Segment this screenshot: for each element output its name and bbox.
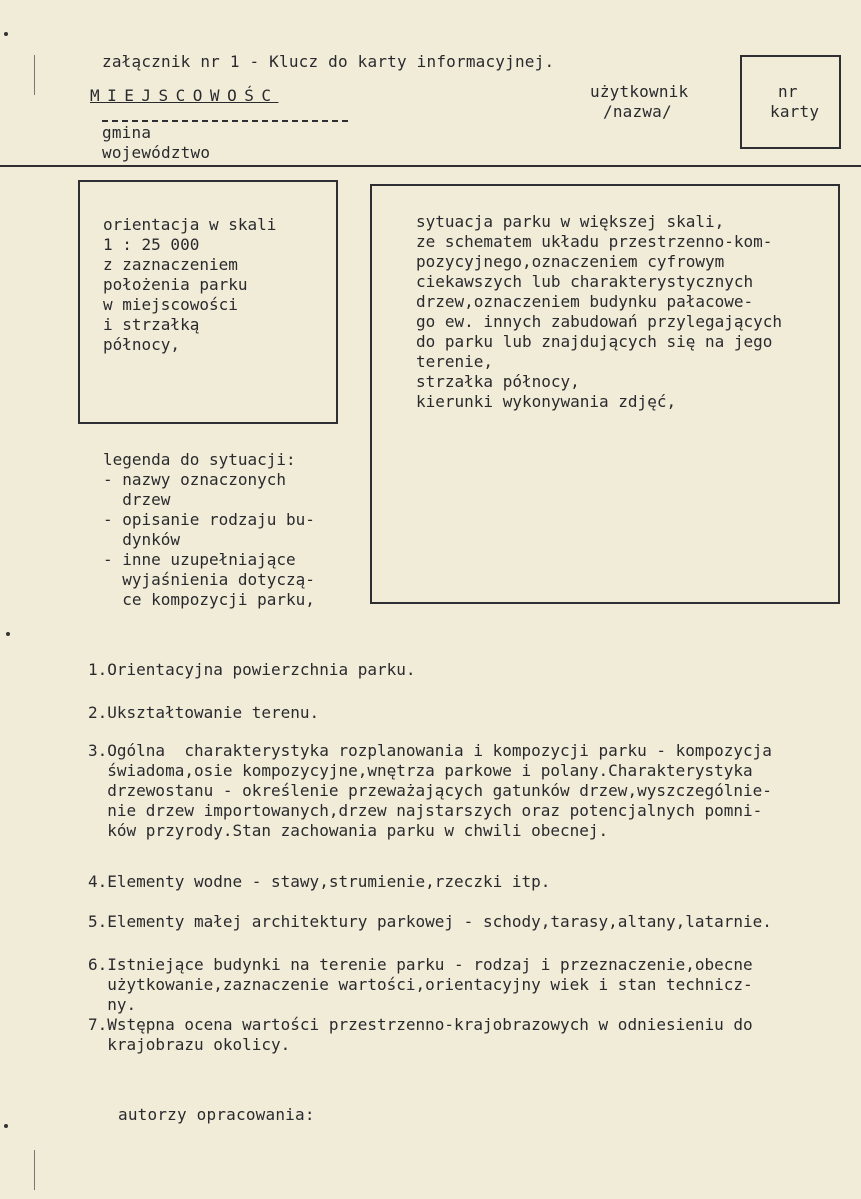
park-situation-text	[416, 212, 782, 412]
item-line: 2.Ukształtowanie terenu.	[88, 703, 320, 722]
authors-label: autorzy opracowania:	[118, 1105, 315, 1124]
item-line: krajobrazu okolicy.	[88, 1035, 291, 1054]
item-line: nie drzew importowanych,drzew najstarszych oraz potencjalnych pomni-	[88, 801, 763, 820]
item-line: 4.Elementy wodne - stawy,strumienie,rzeczki itp.	[88, 872, 551, 891]
situation-line: terenie,	[416, 352, 494, 371]
item-1	[88, 660, 416, 680]
situation-line: ciekawszych lub charakterystycznych	[416, 272, 754, 291]
place-label: MIEJSCOWOŚC	[90, 86, 279, 105]
item-line: drzewostanu - określenie przeważających gatunków drzew,wyszczególnie-	[88, 781, 772, 800]
legend-line: drzew	[103, 490, 171, 509]
situation-line: go ew. innych zabudowań przylegających	[416, 312, 783, 331]
item-4	[88, 872, 550, 892]
item-5	[88, 912, 772, 932]
legend-title: legenda do sytuacji:	[103, 450, 296, 469]
situation-line: kierunki wykonywania zdjęć,	[416, 392, 677, 411]
legend-line: - nazwy oznaczonych	[103, 470, 287, 489]
item-6	[88, 955, 753, 1015]
item-line: 3.Ogólna charakterystyka rozplanowania i kompozycji parku - kompozycja	[88, 741, 772, 760]
item-7	[88, 1015, 753, 1055]
item-line: 5.Elementy małej architektury parkowej - schody,tarasy,altany,latarnie.	[88, 912, 772, 931]
item-line: 6.Istniejące budynki na terenie parku - rodzaj i przeznaczenie,obecne	[88, 955, 753, 974]
orientation-line: położenia parku	[103, 275, 248, 294]
scan-mark	[6, 632, 10, 636]
orientation-line: z zaznaczeniem	[103, 255, 238, 274]
scan-mark	[4, 1124, 8, 1128]
card-number-label: nr	[778, 82, 798, 101]
orientation-line: orientacja w skali	[103, 215, 277, 234]
item-line: ny.	[88, 995, 137, 1014]
header-divider	[0, 165, 861, 167]
situation-line: strzałka północy,	[416, 372, 580, 391]
legend-line: - opisanie rodzaju bu-	[103, 510, 315, 529]
item-line: 1.Orientacyjna powierzchnia parku.	[88, 660, 416, 679]
item-2	[88, 703, 319, 723]
legend-line: wyjaśnienia dotyczą-	[103, 570, 315, 589]
commune-label: gmina	[102, 123, 152, 142]
user-label: użytkownik	[590, 82, 689, 101]
orientation-map-text	[103, 215, 276, 355]
item-line: świadoma,osie kompozycyjne,wnętrza parkowe i polany.Charakterystyka	[88, 761, 753, 780]
situation-line: ze schematem układu przestrzenno-kom-	[416, 232, 773, 251]
card-number-label-2: karty	[770, 102, 820, 121]
legend-line: - inne uzupełniające	[103, 550, 296, 569]
scan-mark	[4, 32, 8, 36]
scan-edge-line	[34, 55, 35, 95]
place-dashed-line	[102, 120, 348, 122]
orientation-line: w miejscowości	[103, 295, 238, 314]
orientation-line: 1 : 25 000	[103, 235, 200, 254]
item-3	[88, 741, 772, 841]
user-name-label: /nazwa/	[603, 102, 672, 121]
legend-text	[103, 450, 315, 610]
situation-line: pozycyjnego,oznaczeniem cyfrowym	[416, 252, 725, 271]
orientation-line: i strzałką	[103, 315, 200, 334]
legend-line: dynków	[103, 530, 181, 549]
item-line: ków przyrody.Stan zachowania parku w chwili obecnej.	[88, 821, 609, 840]
orientation-line: północy,	[103, 335, 181, 354]
item-line: użytkowanie,zaznaczenie wartości,orientacyjny wiek i stan technicz-	[88, 975, 753, 994]
legend-line: ce kompozycji parku,	[103, 590, 315, 609]
situation-line: drzew,oznaczeniem budynku pałacowe-	[416, 292, 754, 311]
province-label: województwo	[102, 143, 211, 162]
scan-edge-line	[34, 1150, 35, 1190]
situation-line: do parku lub znajdujących się na jego	[416, 332, 773, 351]
document-title: załącznik nr 1 - Klucz do karty informacyjnej.	[102, 52, 555, 71]
item-line: 7.Wstępna ocena wartości przestrzenno-krajobrazowych w odniesieniu do	[88, 1015, 753, 1034]
situation-line: sytuacja parku w większej skali,	[416, 212, 725, 231]
